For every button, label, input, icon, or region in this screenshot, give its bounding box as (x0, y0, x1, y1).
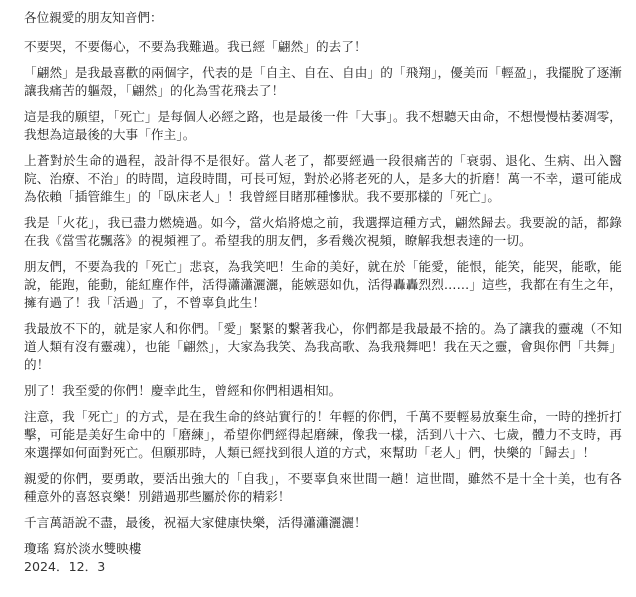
letter-paragraph: 注意，我「死亡」的方式，是在我生命的終站實行的！年輕的你們，千萬不要輕易放棄生命，一時的挫折打擊，可能是美好生命中的「磨練」，希望你們經得起磨練，像我一樣，活到八十六、七歲，體力不支時，再來選擇如何面對死亡。但願那時，人類已經找到很人道的方式，來幫助「老人」們，快樂的「歸去」！ (24, 409, 622, 460)
letter-paragraph: 我最放不下的，就是家人和你們。「愛」緊緊的繫著我心，你們都是我最最不捨的。為了讓我的靈魂（不知道人類有沒有靈魂），也能「翩然」，大家為我笑、為我高歌、為我飛舞吧！我在天之靈，會與你們「共舞」的！ (24, 321, 622, 372)
letter-paragraph: 朋友們，不要為我的「死亡」悲哀，為我笑吧！生命的美好，就在於「能愛，能恨，能笑，能哭，能歌，能說，能跑，能動，能紅塵作伴，活得瀟瀟灑灑，能嫉惡如仇，活得轟轟烈烈……」這些，我都在有生之年，擁有過了！我「活過」了，不曾辜負此生！ (24, 259, 622, 310)
letter-paragraph: 「翩然」是我最喜歡的兩個字，代表的是「自主、自在、自由」的「飛翔」，優美而「輕盈」，我擺脫了逐漸讓我痛苦的軀殼，「翩然」的化為雪花飛去了！ (24, 65, 622, 98)
letter-paragraph: 上蒼對於生命的過程，設計得不是很好。當人老了，都要經過一段很痛苦的「衰弱、退化、生病、出入醫院、治療、不治」的時間，這段時間，可長可短，對於必將老死的人，是多大的折磨！萬一不幸，還可能成為依賴「插管維生」的「臥床老人」！我曾經目睹那種慘狀。我不要那樣的「死亡」。 (24, 153, 622, 204)
greeting-line: 各位親愛的朋友知音們： (24, 10, 163, 25)
signature-line: 瓊瑤 寫於淡水雙映樓 (24, 541, 142, 556)
letter-paragraph: 千言萬語說不盡，最後，祝福大家健康快樂，活得瀟瀟灑灑！ (24, 515, 367, 530)
date-line: 2024．12．3 (24, 559, 106, 574)
letter-paragraph: 不要哭，不要傷心，不要為我難過。我已經「翩然」的去了！ (24, 39, 367, 54)
letter-paragraph: 別了！我至愛的你們！慶幸此生，曾經和你們相遇相知。 (24, 383, 342, 398)
letter-paragraph: 這是我的願望，「死亡」是每個人必經之路，也是最後一件「大事」。我不想聽天由命，不想慢慢枯萎凋零，我想為這最後的大事「作主」。 (24, 109, 622, 142)
letter-paragraph: 親愛的你們，要勇敢，要活出強大的「自我」，不要辜負來世間一趟！這世間，雖然不是十全十美，也有各種意外的喜怒哀樂！別錯過那些屬於你的精彩！ (24, 471, 622, 504)
letter-paragraph: 我是「火花」，我已盡力燃燒過。如今，當火焰將熄之前，我選擇這種方式，翩然歸去。我要說的話，都錄在我《當雪花飄落》的視頻裡了。希望我的朋友們，多看幾次視頻，瞭解我想表達的一切。 (24, 215, 622, 248)
